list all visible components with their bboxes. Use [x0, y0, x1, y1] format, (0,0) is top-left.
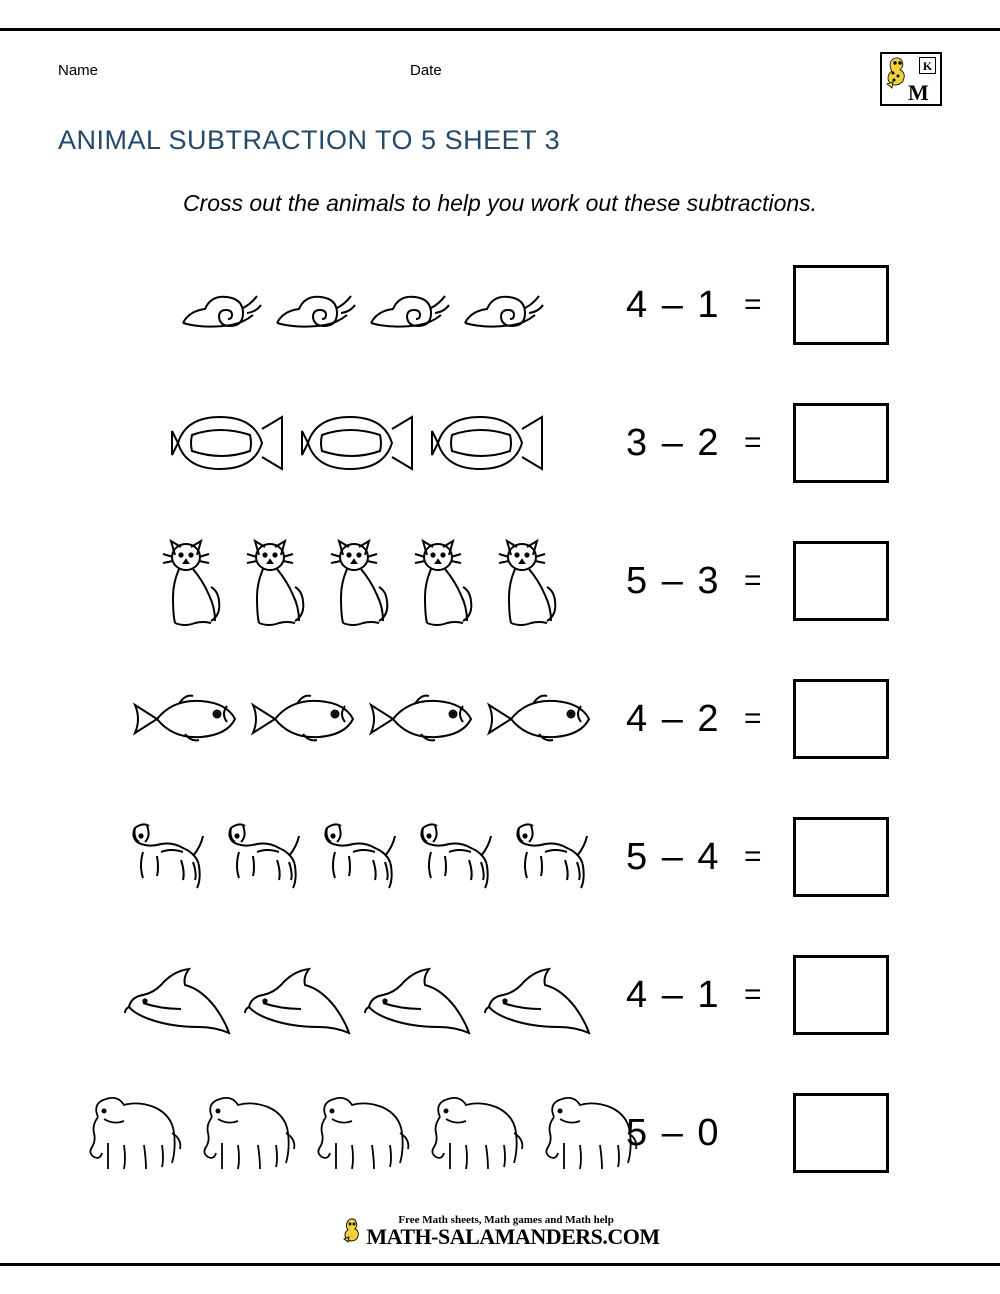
elephant-icon	[192, 1087, 300, 1179]
name-field-label: Name	[58, 62, 99, 79]
dog-icon	[219, 812, 309, 902]
top-divider	[0, 28, 1000, 31]
cat-icon	[405, 529, 483, 633]
snail-icon	[457, 275, 545, 335]
cat-icon	[153, 529, 231, 633]
equals-sign: =	[744, 426, 762, 459]
animal-group-cat	[100, 512, 620, 650]
fish-icon	[245, 688, 357, 750]
angelfish-icon	[298, 405, 422, 481]
equals-sign: =	[744, 978, 762, 1011]
page-title: ANIMAL SUBTRACTION TO 5 SHEET 3	[58, 125, 561, 155]
answer-box[interactable]	[793, 541, 889, 621]
svg-text:M: M	[908, 80, 929, 104]
fish-icon	[363, 688, 475, 750]
cat-icon	[489, 529, 567, 633]
animal-group-dog	[100, 788, 620, 926]
worksheet-footer	[0, 1214, 1000, 1250]
equals-sign: =	[744, 702, 762, 735]
angelfish-icon	[168, 405, 292, 481]
animal-group-dolphin	[100, 926, 620, 1064]
elephant-icon	[78, 1087, 186, 1179]
answer-box[interactable]	[793, 679, 889, 759]
problem-row	[0, 788, 1000, 926]
problem-expression: 5 – 4	[626, 835, 721, 878]
answer-box[interactable]	[793, 817, 889, 897]
problem-row	[0, 512, 1000, 650]
dog-icon	[507, 812, 597, 902]
problem-row	[0, 236, 1000, 374]
date-field-label: Date	[410, 62, 442, 79]
equals-sign: =	[744, 840, 762, 873]
problem-expression: 3 – 2	[626, 421, 721, 464]
angelfish-icon	[428, 405, 552, 481]
answer-box[interactable]	[793, 403, 889, 483]
elephant-icon	[306, 1087, 414, 1179]
problem-list	[0, 236, 1000, 1202]
animal-group-elephant	[100, 1064, 620, 1202]
dolphin-icon	[123, 953, 237, 1037]
animal-group-angelfish	[100, 374, 620, 512]
elephant-icon	[420, 1087, 528, 1179]
equals-sign: =	[744, 564, 762, 597]
equals-sign: =	[744, 288, 762, 321]
problem-expression: 4 – 1	[626, 283, 721, 326]
dolphin-icon	[363, 953, 477, 1037]
dolphin-icon	[243, 953, 357, 1037]
problem-expression: 4 – 2	[626, 697, 721, 740]
cat-icon	[237, 529, 315, 633]
logo-k-badge: K	[919, 57, 936, 74]
problem-expression: 5 – 0	[626, 1111, 721, 1154]
snail-icon	[363, 275, 451, 335]
cat-icon	[321, 529, 399, 633]
instruction-text: Cross out the animals to help you work out these subtractions.	[182, 190, 818, 216]
equals-sign	[744, 1064, 784, 1202]
dolphin-icon	[483, 953, 597, 1037]
answer-box[interactable]	[793, 265, 889, 345]
bottom-divider	[0, 1263, 1000, 1266]
problem-row	[0, 650, 1000, 788]
fish-icon	[127, 688, 239, 750]
dog-icon	[411, 812, 501, 902]
animal-group-fish	[100, 650, 620, 788]
problem-expression: 4 – 1	[626, 973, 721, 1016]
footer-salamander-icon	[340, 1216, 374, 1250]
math-salamanders-logo	[880, 52, 942, 106]
problem-row	[0, 926, 1000, 1064]
footer-tagline: Free Math sheets, Math games and Math help	[398, 1214, 614, 1226]
problem-row	[0, 374, 1000, 512]
animal-group-snail	[100, 236, 620, 374]
answer-box[interactable]	[793, 1093, 889, 1173]
footer-site-url: MATH-SALAMANDERS.COM	[366, 1224, 660, 1249]
snail-icon	[175, 275, 263, 335]
dog-icon	[123, 812, 213, 902]
problem-expression: 5 – 3	[626, 559, 721, 602]
problem-row	[0, 1064, 1000, 1202]
dog-icon	[315, 812, 405, 902]
fish-icon	[481, 688, 593, 750]
worksheet-header	[58, 58, 942, 118]
answer-box[interactable]	[793, 955, 889, 1035]
snail-icon	[269, 275, 357, 335]
